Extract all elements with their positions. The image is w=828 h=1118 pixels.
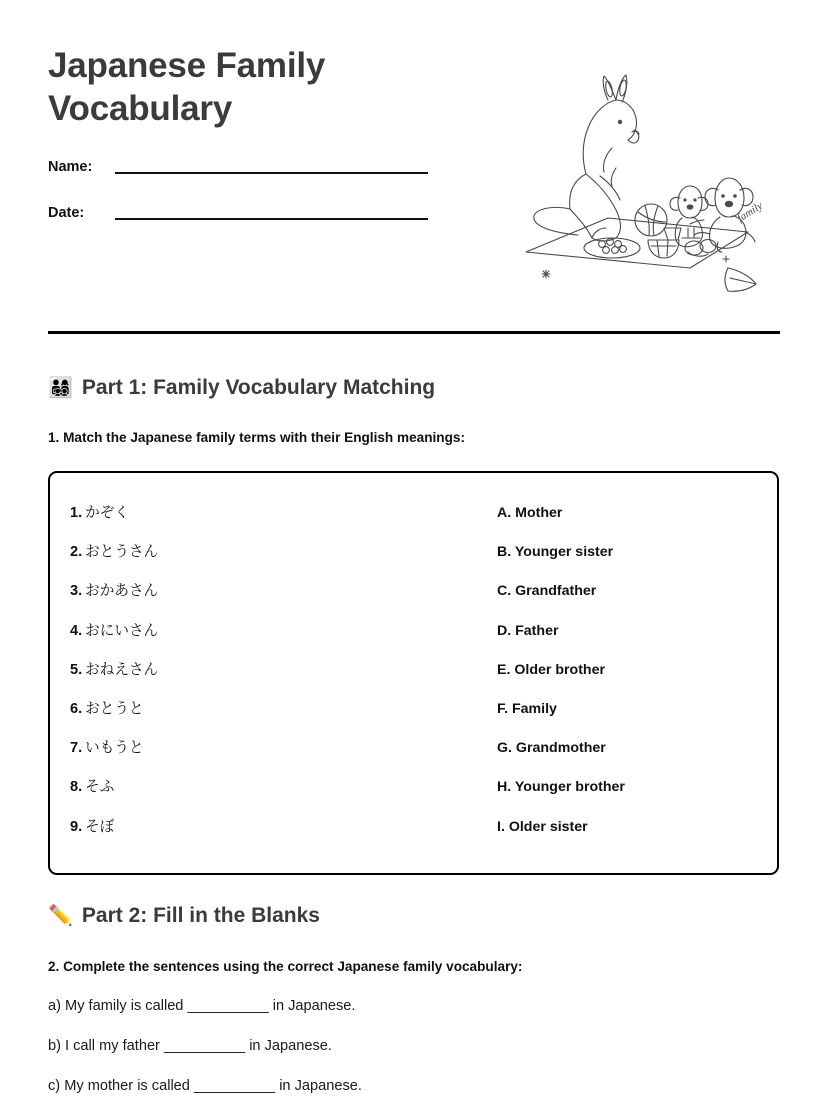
- japanese-term-number: 1.: [70, 505, 83, 521]
- matching-exercise-box: [48, 471, 779, 875]
- japanese-term-item[interactable]: [50, 699, 497, 719]
- japanese-term-number: 4.: [70, 622, 83, 639]
- japanese-term-number: 7.: [70, 740, 83, 757]
- worksheet-header: [48, 44, 508, 130]
- japanese-term-item[interactable]: [50, 503, 497, 523]
- name-label: Name:: [48, 159, 93, 175]
- japanese-term-kana: そぼ: [85, 817, 115, 835]
- date-write-line[interactable]: [115, 218, 428, 220]
- part1-heading-text: Part 1: Family Vocabulary Matching: [81, 376, 436, 399]
- part1-prompt: 1. Match the Japanese family terms with their English meanings:: [48, 430, 465, 445]
- japanese-term-item[interactable]: [50, 581, 497, 601]
- japanese-term-kana: おとうさん: [85, 543, 159, 561]
- matching-row: [50, 621, 777, 660]
- japanese-term-kana: おねえさん: [85, 660, 159, 678]
- japanese-term-kana: いもうと: [85, 739, 144, 757]
- english-meaning-item[interactable]: E. Older brother: [497, 661, 605, 678]
- japanese-term-item[interactable]: [50, 777, 497, 797]
- japanese-term-kana: おにいさん: [85, 621, 159, 639]
- japanese-term-number: 5.: [70, 661, 83, 678]
- japanese-term-kana: そふ: [85, 778, 115, 796]
- part1-heading: [48, 375, 435, 401]
- japanese-term-item[interactable]: [50, 542, 497, 562]
- matching-row: [50, 503, 777, 542]
- name-write-line[interactable]: [115, 172, 428, 174]
- fill-blank-sentence-a[interactable]: a) My family is called __________ in Japanese.: [48, 998, 356, 1014]
- matching-row: [50, 699, 777, 738]
- japanese-term-item[interactable]: [50, 660, 497, 680]
- english-meaning-item[interactable]: G. Grandmother: [497, 740, 606, 757]
- japanese-term-item[interactable]: [50, 738, 497, 758]
- matching-grid: [50, 473, 777, 873]
- matching-row: [50, 738, 777, 777]
- date-field-row: [48, 205, 428, 221]
- japanese-term-number: 3.: [70, 583, 83, 600]
- matching-row: [50, 777, 777, 816]
- fill-blank-sentence-c[interactable]: c) My mother is called __________ in Japanese.: [48, 1078, 362, 1094]
- kangaroo-koalas-picnic-illustration: [512, 72, 778, 300]
- japanese-term-kana: かぞく: [85, 504, 129, 521]
- matching-row: [50, 817, 777, 856]
- english-meaning-item[interactable]: B. Younger sister: [497, 544, 614, 561]
- name-field-row: [48, 159, 428, 175]
- part2-heading-text: Part 2: Fill in the Blanks: [81, 904, 320, 927]
- japanese-term-kana: おとうと: [85, 699, 144, 717]
- english-meaning-item[interactable]: I. Older sister: [497, 818, 588, 835]
- matching-row: [50, 660, 777, 699]
- date-label: Date:: [48, 205, 85, 221]
- japanese-term-number: 2.: [70, 544, 83, 561]
- japanese-term-kana: おかあさん: [85, 582, 159, 600]
- japanese-term-item[interactable]: [50, 621, 497, 641]
- japanese-term-number: 9.: [70, 818, 83, 835]
- matching-row: [50, 542, 777, 581]
- page-title: Japanese Family Vocabulary: [48, 46, 326, 128]
- english-meaning-item[interactable]: H. Younger brother: [497, 779, 625, 796]
- illustration-signature: family: [735, 199, 765, 225]
- japanese-term-item[interactable]: [50, 817, 497, 837]
- english-meaning-item[interactable]: C. Grandfather: [497, 583, 597, 600]
- english-meaning-item[interactable]: F. Family: [497, 700, 557, 717]
- matching-row: [50, 581, 777, 620]
- part2-prompt: 2. Complete the sentences using the correct Japanese family vocabulary:: [48, 959, 523, 974]
- japanese-term-number: 8.: [70, 779, 83, 796]
- fill-blank-sentence-b[interactable]: b) I call my father __________ in Japanese.: [48, 1038, 332, 1054]
- english-meaning-item[interactable]: A. Mother: [497, 505, 563, 521]
- pencil-emoji: ✏️: [48, 905, 73, 927]
- section-divider: [48, 331, 780, 334]
- english-meaning-item[interactable]: D. Father: [497, 622, 559, 639]
- part2-heading: [48, 903, 320, 929]
- family-emoji: 👨‍👩‍👧‍👦: [48, 377, 73, 399]
- japanese-term-number: 6.: [70, 700, 83, 717]
